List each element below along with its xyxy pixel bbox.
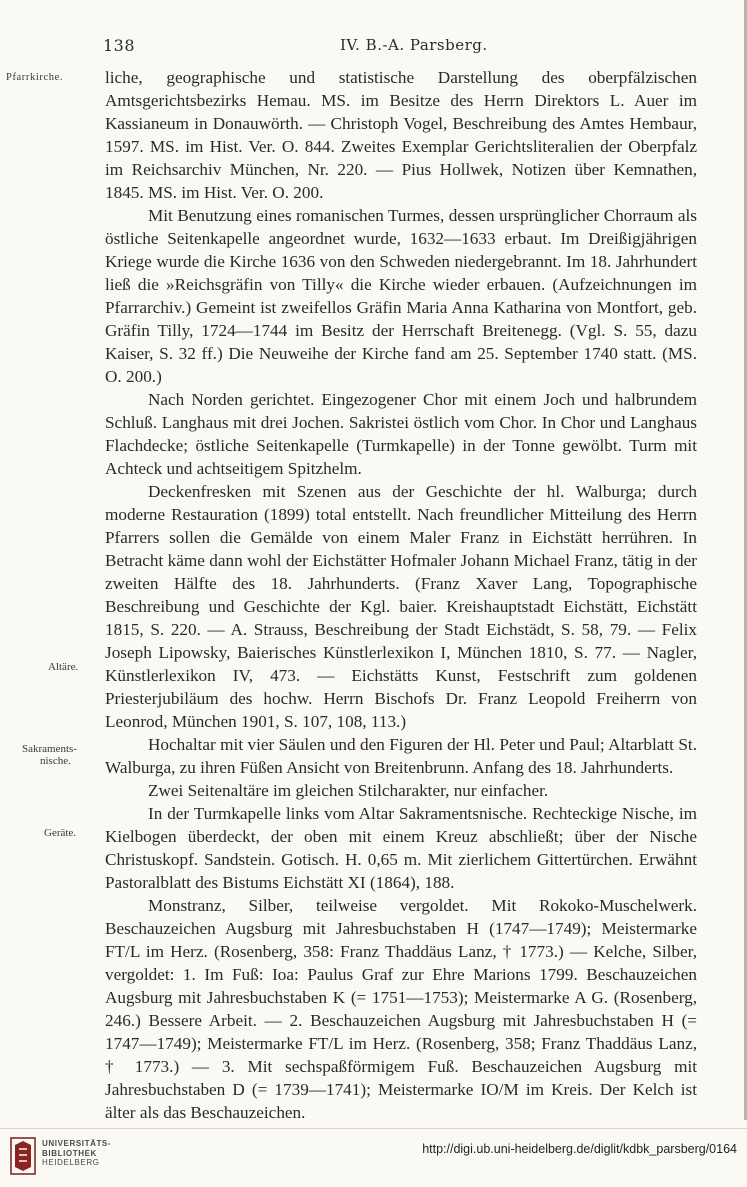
library-name	[42, 1139, 162, 1168]
margin-note-sakramentsnische-1: Sakraments-	[22, 743, 77, 755]
margin-note-geraete: Geräte.	[44, 827, 77, 839]
margin-note-sakramentsnische-2: nische.	[40, 755, 71, 767]
paragraph-frescoes: Deckenfresken mit Szenen aus der Geschichte der hl. Walburga; durch moderne Restauration (1899) total entstellt. Nach freundlicher Mitteilung des Herrn Pfarrers sollen die Gemälde von einem Maler Franz in Eichstätt herrühren. In Betracht käme dann wohl der Eichstätter Hofmaler Johann Michael Franz, tätig in der zweiten Hälfte des 18. Jahrhunderts. (Franz Xaver Lang, Topographische Beschreibung und Geschichte der Kgl. baier. Kreishauptstadt Eichstätt, Eichstätt 1815, S. 220. — A. Strauss, Beschreibung der Stadt Eichstädt, S. 58, 79. — Felix Joseph Lipowsky, Baierisches Künstlerlexikon I, München 1810, S. 77. — Nagler, Künstlerlexikon IV, 473. — Eichstätts Kunst, Festschrift zum goldenen Priesterjubiläum des hochw. Herrn Bischofs Dr. Franz Leopold Freiherrn von Leonrod, München 1901, S. 107, 108, 113.)	[105, 482, 697, 731]
paragraph-geraete: Monstranz, Silber, teilweise vergoldet. Mit Rokoko-Muschelwerk. Beschauzeichen Augsburg mit Jahresbuchstaben H (1747—1749); Meistermarke FT/L im Herz. (Rosenberg, 358: Franz Thaddäus Lanz, † 1773.) — Kelche, Silber, vergoldet: 1. Im Fuß: Ioa: Paulus Graf zur Ehre Marions 1799. Beschauzeichen Augsburg mit Jahresbuchstaben K (= 1751—1753); Meistermarke A G. (Rosenberg, 246.) Bessere Arbeit. — 2. Beschauzeichen Augsburg mit Jahresbuchstaben H (= 1747—1749); Meistermarke FT/L im Herz. (Rosenberg, 358; Franz Thaddäus Lanz, † 1773.) — 3. Mit sechspaßförmigem Fuß. Beschauzeichen Augsburg mit Jahresbuchstaben D (= 1739—1741); Meistermarke IO/M im Kreis. Der Kelch ist älter als das Beschauzeichen.	[105, 896, 697, 1122]
running-head: IV. B.-A. Parsberg.	[340, 36, 488, 54]
paragraph-hochaltar: Hochaltar mit vier Säulen und den Figuren der Hl. Peter und Paul; Altarblatt St. Walburga, zu ihren Füßen Ansicht von Breitenbrunn. Anfang des 18. Jahrhunderts.	[105, 735, 697, 777]
paragraph-seitenaltaere: Zwei Seitenaltäre im gleichen Stilcharakter, nur einfacher.	[148, 781, 549, 800]
margin-note-pfarrkirche: Pfarrkirche.	[6, 72, 64, 83]
library-name-line-1: UNIVERSITÄTS-	[42, 1139, 112, 1148]
paragraph-history: Mit Benutzung eines romanischen Turmes, dessen ursprünglicher Chorraum als östliche Seitenkapelle angeordnet wurde, 1632—1633 erbaut. Im Dreißigjährigen Kriege wurde die Kirche 1636 von den Schweden niedergebrannt. Im 18. Jahrhundert ließ die »Reichsgräfin von Tilly« die Kirche wieder erbauen. (Aufzeichnungen im Pfarrarchiv.) Gemeint ist zweifellos Gräfin Maria Anna Katharina von Montfort, geb. Gräfin Tilly, 1724—1744 im Besitz der Herrschaft Breitenegg. (Vgl. S. 55, dazu Kaiser, S. 32 ff.) Die Neuweihe der Kirche fand am 25. September 1740 statt. (MS. O. 200.)	[105, 206, 697, 386]
library-seal-icon	[10, 1137, 36, 1175]
source-url[interactable]: http://digi.ub.uni-heidelberg.de/diglit/kdbk_parsberg/0164	[422, 1142, 737, 1156]
library-name-line-2: BIBLIOTHEK	[42, 1148, 97, 1158]
body-text	[105, 66, 697, 1124]
library-logo	[10, 1135, 160, 1179]
library-name-line-3: HEIDELBERG	[42, 1158, 100, 1167]
page-number: 138	[103, 36, 136, 55]
paragraph-sources: liche, geographische und statistische Darstellung des oberpfälzischen Amtsgerichtsbezirks Hemau. MS. im Besitze des Herrn Direktors L. Auer im Kassianeum in Donauwörth. — Christoph Vogel, Beschreibung des Amtes Hembaur, 1597. MS. im Hist. Ver. O. 844. Zweites Exemplar Gerichtsliteralien der Oberpfalz im Reichsarchiv München, Nr. 220. — Pius Hollwek, Notizen über Kemnathen, 1845. MS. im Hist. Ver. O. 200.	[105, 68, 697, 202]
margin-note-altaere: Altäre.	[48, 661, 79, 673]
paragraph-sakramentsnische: In der Turmkapelle links vom Altar Sakramentsnische. Rechteckige Nische, im Kielbogen überdeckt, der oben mit einem Kreuz abschließt; über der Nische Christuskopf. Sandstein. Gotisch. H. 0,65 m. Mit zierlichem Gittertürchen. Erwähnt Pastoralblatt des Bistums Eichstätt XI (1864), 188.	[105, 804, 697, 892]
footer-divider	[0, 1128, 747, 1129]
paragraph-architecture: Nach Norden gerichtet. Eingezogener Chor mit einem Joch und halbrundem Schluß. Langhaus mit drei Jochen. Sakristei östlich vom Chor. In Chor und Langhaus Flachdecke; östliche Seitenkapelle (Turmkapelle) in der Tonne gewölbt. Turm mit Achteck und achtseitigem Spitzhelm.	[105, 390, 697, 478]
